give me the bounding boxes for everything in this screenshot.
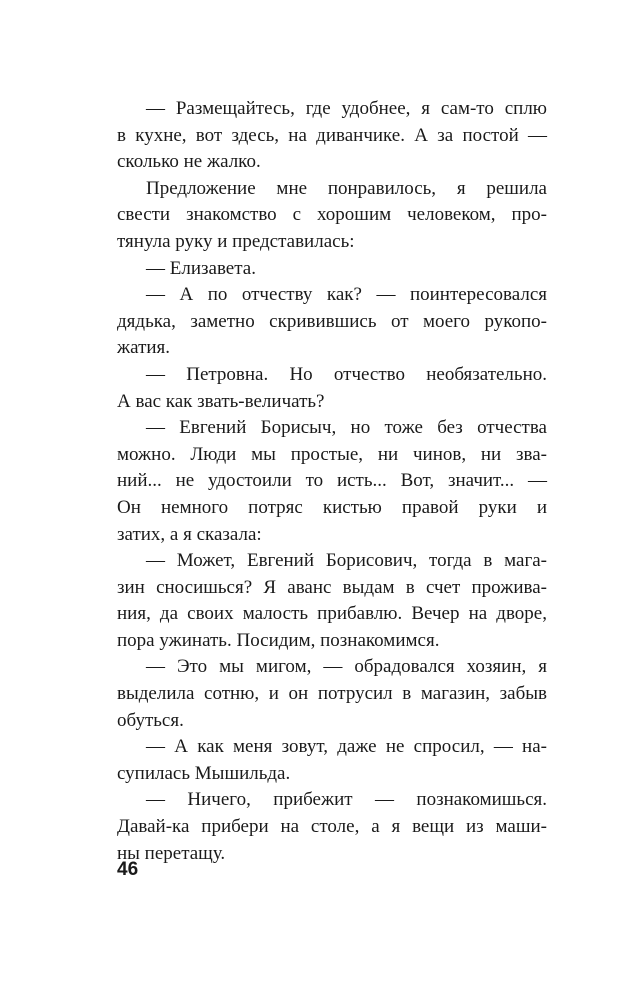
text-line: жатия. [117, 337, 171, 359]
text-line: сколько не жалко. [117, 151, 261, 173]
text-line: зин сносишься? Я аванс выдам в счет прожива- [117, 576, 547, 598]
body-text [117, 96, 547, 867]
text-line: обуться. [117, 709, 184, 731]
text-line: дядька, заметно скривившись от моего рукопо- [117, 310, 547, 332]
text-line: — А по отчеству как? — поинтересовался [146, 284, 547, 306]
text-line: тянула руку и представилась: [117, 230, 355, 252]
text-line: затих, а я сказала: [117, 523, 262, 545]
text-line: Давай-ка прибери на столе, а я вещи из маши- [117, 816, 547, 838]
text-line: пора ужинать. Посидим, познакомимся. [117, 629, 440, 651]
text-line: — Размещайтесь, где удобнее, я сам-то сплю [146, 98, 547, 119]
text-line: свести знакомство с хорошим человеком, про- [117, 204, 547, 226]
text-line: Он немного потряс кистью правой руки и [117, 496, 547, 518]
page-number: 46 [117, 859, 139, 880]
text-line: — А как меня зовут, даже не спросил, — на- [146, 736, 547, 758]
text-line: — Это мы мигом, — обрадовался хозяин, я [146, 656, 547, 678]
text-line: — Ничего, прибежит — познакомишься. [146, 789, 547, 811]
text-line: выделила сотню, и он потрусил в магазин, забыв [117, 683, 547, 705]
text-line: ны перетащу. [117, 842, 226, 864]
text-line: ния, да своих малость прибавлю. Вечер на дворе, [117, 603, 547, 625]
text-line: Предложение мне понравилось, я решила [146, 177, 547, 199]
text-line: можно. Люди мы простые, ни чинов, ни зва- [117, 443, 547, 465]
text-line: — Может, Евгений Борисович, тогда в мага- [146, 550, 547, 572]
text-line: — Петровна. Но отчество необязательно. [146, 363, 547, 385]
text-line: — Елизавета. [146, 257, 256, 279]
text-line: — Евгений Борисыч, но тоже без отчества [146, 417, 547, 439]
text-line: в кухне, вот здесь, на диванчике. А за постой — [117, 124, 547, 146]
text-line: супилась Мышильда. [117, 762, 291, 784]
text-line: ний... не удостоили то исть... Вот, значит... — [117, 470, 547, 492]
text-line: А вас как звать-величать? [117, 390, 325, 412]
